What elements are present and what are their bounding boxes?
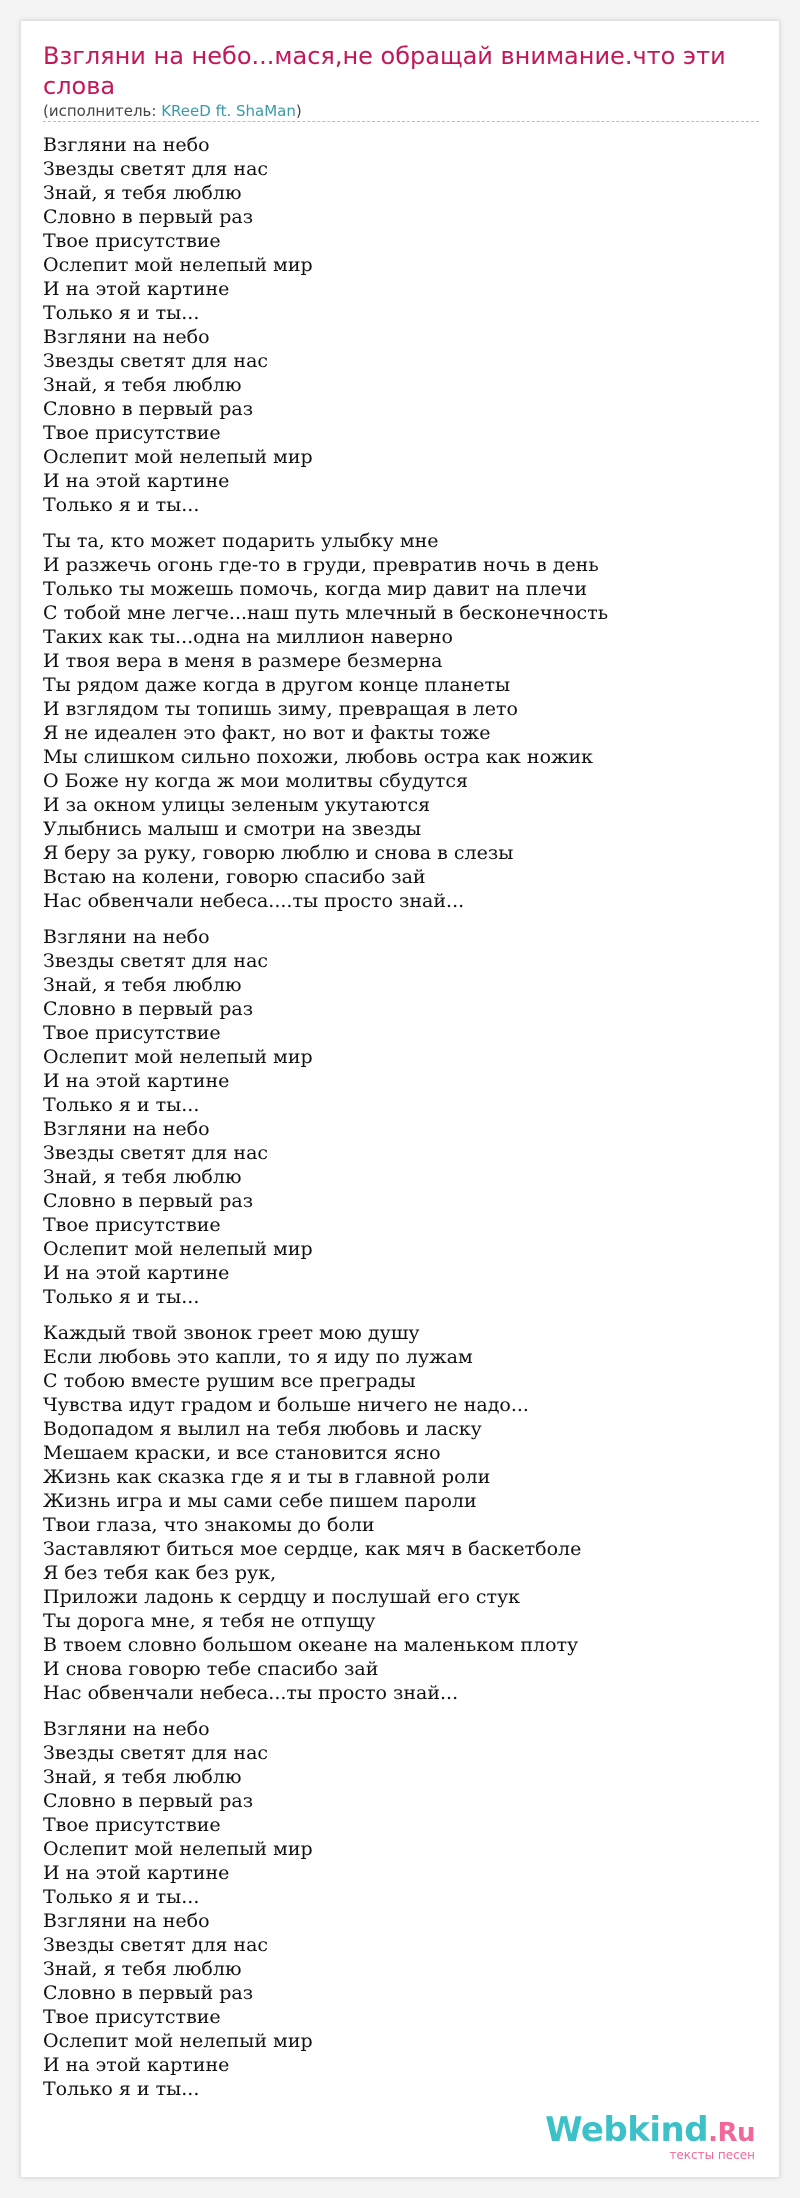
lyric-line: Ослепит мой нелепый мир [43,1238,313,1260]
lyric-line: Ослепит мой нелепый мир [43,1838,313,1860]
lyric-line: Взгляни на небо [43,134,210,156]
stanza-gap [43,1705,608,1717]
lyric-line: Знай, я тебя люблю [43,974,242,996]
lyric-line: Только ты можешь помочь, когда мир давит на плечи [43,578,587,600]
lyric-line: Словно в первый раз [43,398,254,420]
lyric-line: Жизнь как сказка где я и ты в главной роли [43,1466,491,1488]
lyric-line: Твое присутствие [43,230,221,252]
lyric-line: Словно в первый раз [43,206,254,228]
lyric-line: И на этой картине [43,2054,230,2076]
lyric-line: Звезды светят для нас [43,350,269,372]
logo-name: Webkind [545,2110,709,2150]
lyric-line: Только я и ты... [43,494,200,516]
lyric-line: Мешаем краски, и все становится ясно [43,1442,441,1464]
lyric-line: Словно в первый раз [43,998,254,1020]
lyric-line: Ослепит мой нелепый мир [43,1046,313,1068]
lyric-line: Твое присутствие [43,422,221,444]
lyric-line: С тобою вместе рушим все преграды [43,1370,416,1392]
lyric-line: Твое присутствие [43,1214,221,1236]
lyric-line: Взгляни на небо [43,1118,210,1140]
lyric-line: И взглядом ты топишь зиму, превращая в лето [43,698,518,720]
lyric-line: Звезды светят для нас [43,1142,269,1164]
stanza-gap [43,517,608,529]
lyric-line: Твое присутствие [43,1814,221,1836]
lyric-line: Словно в первый раз [43,1190,254,1212]
lyric-line: И на этой картине [43,1262,230,1284]
logo-subtitle: тексты песен [669,2148,755,2162]
lyric-line: Водопадом я вылил на тебя любовь и ласку [43,1418,482,1440]
song-title: Взгляни на небо...мася,не обращай внимание.что эти слова [43,42,726,100]
lyric-line: Звезды светят для нас [43,1934,269,1956]
lyric-line: Взгляни на небо [43,926,210,948]
stanza-gap [43,1309,608,1321]
lyric-line: И снова говорю тебе спасибо зай [43,1658,379,1680]
lyric-line: Нас обвенчали небеса....ты просто знай... [43,890,465,912]
lyric-line: Взгляни на небо [43,1718,210,1740]
lyric-line: Я не идеален это факт, но вот и факты тоже [43,722,491,744]
lyric-line: Знай, я тебя люблю [43,182,242,204]
lyric-line: Если любовь это капли, то я иду по лужам [43,1346,473,1368]
lyric-line: И на этой картине [43,278,230,300]
lyric-line: Звезды светят для нас [43,950,269,972]
lyric-line: Взгляни на небо [43,326,210,348]
lyric-line: Я беру за руку, говорю люблю и снова в слезы [43,842,514,864]
lyric-line: Знай, я тебя люблю [43,1166,242,1188]
logo-domain: .Ru [708,2118,755,2148]
lyric-line: С тобой мне легче...наш путь млечный в бесконечность [43,602,609,624]
artist-prefix: (исполнитель: [43,102,162,120]
lyric-line: И твоя вера в меня в размере безмерна [43,650,443,672]
lyric-line: Только я и ты... [43,2078,200,2100]
lyric-line: Жизнь игра и мы сами себе пишем пароли [43,1490,477,1512]
lyric-line: Знай, я тебя люблю [43,1958,242,1980]
stanza-gap [43,913,608,925]
lyrics-text [43,133,608,2101]
lyric-line: Только я и ты... [43,302,200,324]
lyric-line: Только я и ты... [43,1286,200,1308]
lyric-line: И на этой картине [43,470,230,492]
lyric-line: В твоем словно большом океане на маленьком плоту [43,1634,579,1656]
lyric-line: О Боже ну когда ж мои молитвы сбудутся [43,770,469,792]
lyrics-page [20,20,780,2178]
lyric-line: Заставляют биться мое сердце, как мяч в баскетболе [43,1538,582,1560]
lyric-line: И за окном улицы зеленым укутаются [43,794,431,816]
artist-link[interactable]: KReeD ft. ShaMan [161,102,296,120]
lyric-line: Знай, я тебя люблю [43,1766,242,1788]
lyric-line: Каждый твой звонок греет мою душу [43,1322,420,1344]
lyric-line: Ослепит мой нелепый мир [43,446,313,468]
lyric-line: Таких как ты...одна на миллион наверно [43,626,453,648]
lyric-line: Ты дорога мне, я тебя не отпущу [43,1610,376,1632]
lyric-line: Только я и ты... [43,1094,200,1116]
artist-suffix: ) [295,102,302,120]
lyric-line: Взгляни на небо [43,1910,210,1932]
lyric-line: Нас обвенчали небеса...ты просто знай... [43,1682,459,1704]
lyric-line: Словно в первый раз [43,1790,254,1812]
lyric-line: Улыбнись малыш и смотри на звезды [43,818,422,840]
lyric-line: Звезды светят для нас [43,1742,269,1764]
lyric-line: Твое присутствие [43,1022,221,1044]
lyric-line: Словно в первый раз [43,1982,254,2004]
lyric-line: Чувства идут градом и больше ничего не надо... [43,1394,529,1416]
lyric-line: Твое присутствие [43,2006,221,2028]
lyric-line: Мы слишком сильно похожи, любовь остра как ножик [43,746,594,768]
lyric-line: Встаю на колени, говорю спасибо зай [43,866,426,888]
lyric-line: Я без тебя как без рук, [43,1562,277,1584]
site-logo[interactable] [545,2112,755,2161]
lyric-line: Только я и ты... [43,1886,200,1908]
lyric-line: Приложи ладонь к сердцу и послушай его стук [43,1586,521,1608]
header-divider [43,121,759,122]
lyric-line: И на этой картине [43,1862,230,1884]
lyric-line: И разжечь огонь где-то в груди, превратив ночь в день [43,554,599,576]
lyric-line: Ты рядом даже когда в другом конце планеты [43,674,511,696]
artist-line [43,101,302,121]
lyric-line: И на этой картине [43,1070,230,1092]
lyric-line: Ослепит мой нелепый мир [43,2030,313,2052]
lyric-line: Твои глаза, что знакомы до боли [43,1514,375,1536]
lyric-line: Знай, я тебя люблю [43,374,242,396]
lyric-line: Ослепит мой нелепый мир [43,254,313,276]
lyric-line: Звезды светят для нас [43,158,269,180]
lyric-line: Ты та, кто может подарить улыбку мне [43,530,439,552]
